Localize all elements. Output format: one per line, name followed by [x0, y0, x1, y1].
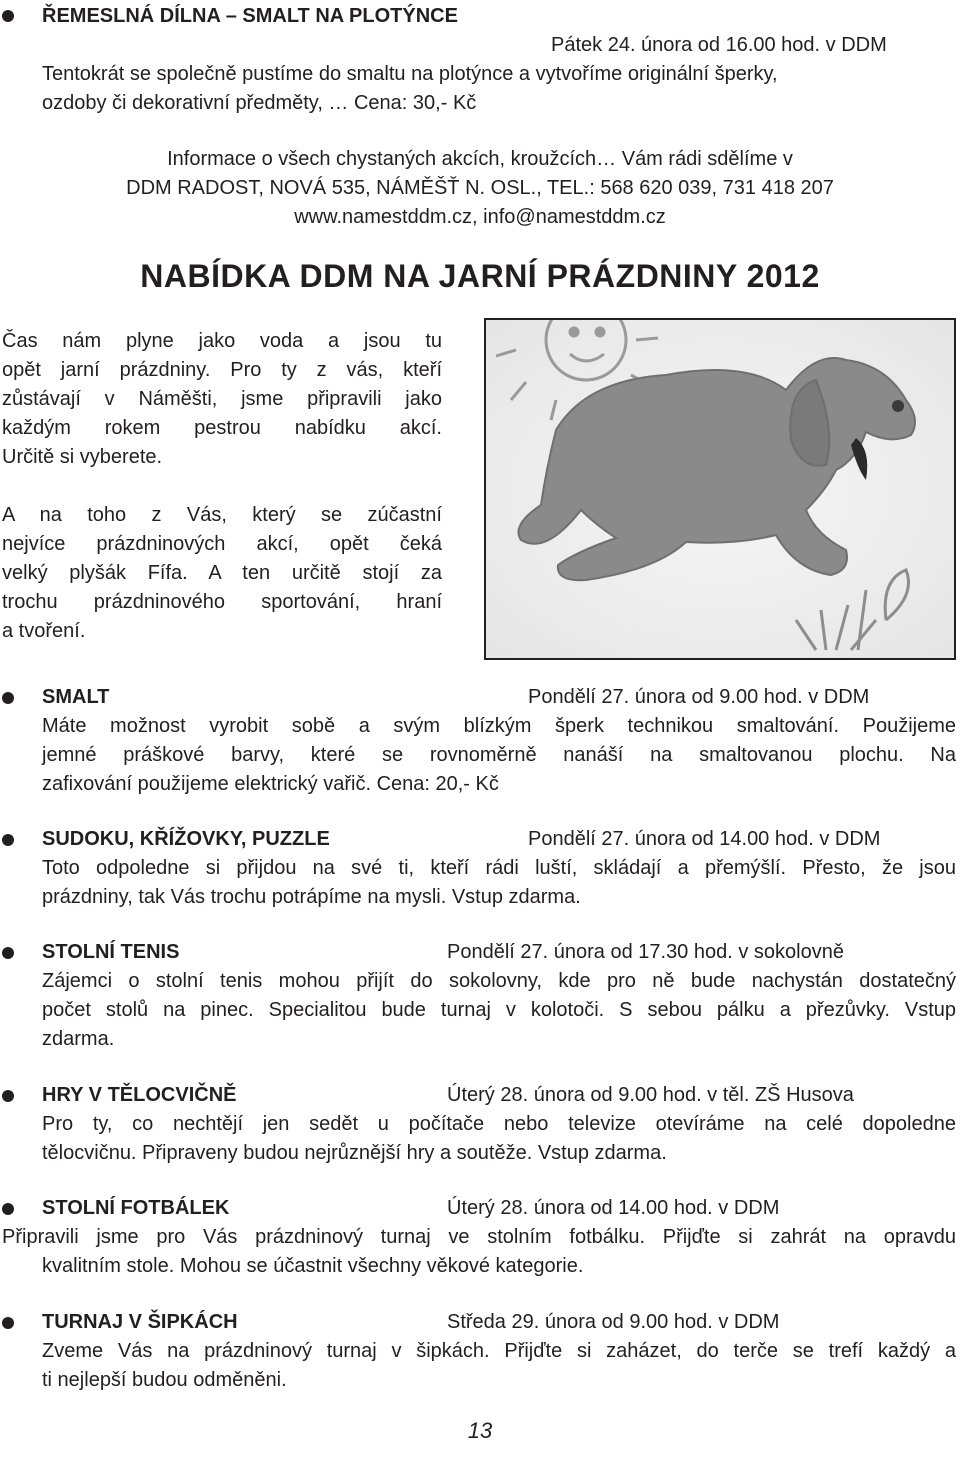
event-text-line: Zveme Vás na prázdninový turnaj v šipkách. Přijďte si zaházet, do terče se trefí každý a — [42, 1340, 956, 1362]
bullet-icon — [2, 1317, 14, 1329]
event-text-line: Máte možnost vyrobit sobě a svým blízkým šperk technikou smaltování. Použijeme — [42, 715, 956, 737]
event-text-line: zafixování použijeme elektrický vařič. Cena: 20,- Kč — [42, 773, 499, 795]
event-text-line: tělocvičnu. Připraveny budou nejrůznější hry a soutěže. Vstup zdarma. — [42, 1142, 667, 1164]
page-number: 13 — [467, 1418, 493, 1443]
intro-line: nejvíce prázdninových akcí, opět čeká — [2, 533, 442, 555]
info-line: DDM RADOST, NOVÁ 535, NÁMĚŠŤ N. OSL., TEL.: 568 620 039, 731 418 207 — [126, 177, 834, 199]
event-title: ŘEMESLNÁ DÍLNA – SMALT NA PLOTÝNCE — [42, 5, 458, 27]
event-date: Pondělí 27. února od 14.00 hod. v DDM — [528, 828, 881, 850]
intro-line: trochu prázdninového sportování, hraní — [2, 591, 442, 613]
event-title: SMALT — [42, 686, 110, 708]
bullet-icon — [2, 947, 14, 959]
intro-line: každým rokem pestrou nabídku akcí. — [2, 417, 442, 439]
intro-line: a tvoření. — [2, 620, 86, 642]
bullet-icon — [2, 10, 14, 22]
event-text-line: jemné práškové barvy, které se rovnoměrně nanáší na smaltovanou plochu. Na — [42, 744, 956, 766]
event-text-line: Pro ty, co nechtějí jen sedět u počítače nebo televize otevíráme na celé dopoledne — [42, 1113, 956, 1135]
bullet-icon — [2, 1090, 14, 1102]
event-text-line: zdarma. — [42, 1028, 115, 1050]
intro-line: Čas nám plyne jako voda a jsou tu — [2, 330, 442, 352]
bullet-icon — [2, 834, 14, 846]
event-title: TURNAJ V ŠIPKÁCH — [42, 1311, 238, 1333]
event-text-line: Zájemci o stolní tenis mohou přijít do sokolovny, kde pro ně bude nachystán dostatečný — [42, 970, 956, 992]
event-title: STOLNÍ FOTBÁLEK — [42, 1197, 230, 1219]
event-date: Středa 29. února od 9.00 hod. v DDM — [447, 1311, 780, 1333]
event-text-line: Tentokrát se společně pustíme do smaltu na plotýnce a vytvoříme originální šperky, — [42, 63, 778, 85]
event-text-line: Toto odpoledne si přijdou na své ti, kteří rádi luští, skládají a přemýšlí. Přesto, že jsou — [42, 857, 956, 879]
event-date: Úterý 28. února od 14.00 hod. v DDM — [447, 1197, 780, 1219]
page-heading: NABÍDKA DDM NA JARNÍ PRÁZDNINY 2012 — [140, 258, 820, 294]
intro-line: opět jarní prázdniny. Pro ty z vás, kteří — [2, 359, 442, 381]
event-title: STOLNÍ TENIS — [42, 941, 180, 963]
event-text-line: prázdniny, tak Vás trochu potrápíme na mysli. Vstup zdarma. — [42, 886, 581, 908]
intro-line: Určitě si vyberete. — [2, 446, 163, 468]
intro-line: A na toho z Vás, který se zúčastní — [2, 504, 442, 526]
intro-line: velký plyšák Fífa. A ten určitě stojí za — [2, 562, 442, 584]
event-text-line: počet stolů na pinec. Specialitou bude turnaj v kolotoči. S sebou pálku a přezůvky. Vstup — [42, 999, 956, 1021]
event-title: SUDOKU, KŘÍŽOVKY, PUZZLE — [42, 828, 330, 850]
intro-line: zůstávají v Náměšti, jsme připravili jako — [2, 388, 442, 410]
info-line: Informace o všech chystaných akcích, kroužcích… Vám rádi sdělíme v — [167, 148, 793, 170]
event-text-line: Připravili jsme pro Vás prázdninový turnaj ve stolním fotbálku. Přijďte si zahrát na opravdu — [2, 1226, 956, 1248]
info-line: www.namestddm.cz, info@namestddm.cz — [294, 206, 666, 228]
event-text-line: ozdoby či dekorativní předměty, … Cena: 30,- Kč — [42, 92, 477, 114]
event-date: Pondělí 27. února od 9.00 hod. v DDM — [528, 686, 870, 708]
event-date: Pondělí 27. února od 17.30 hod. v sokolovně — [447, 941, 844, 963]
event-date: Úterý 28. února od 9.00 hod. v těl. ZŠ Husova — [447, 1084, 854, 1106]
plush-dog-photo — [484, 318, 956, 660]
event-text-line: kvalitním stole. Mohou se účastnit všechny věkové kategorie. — [42, 1255, 584, 1277]
event-date: Pátek 24. února od 16.00 hod. v DDM — [551, 34, 887, 56]
event-title: HRY V TĚLOCVIČNĚ — [42, 1084, 237, 1106]
plush-dog-image — [486, 320, 954, 658]
event-text-line: ti nejlepší budou odměněni. — [42, 1369, 287, 1391]
bullet-icon — [2, 692, 14, 704]
bullet-icon — [2, 1203, 14, 1215]
